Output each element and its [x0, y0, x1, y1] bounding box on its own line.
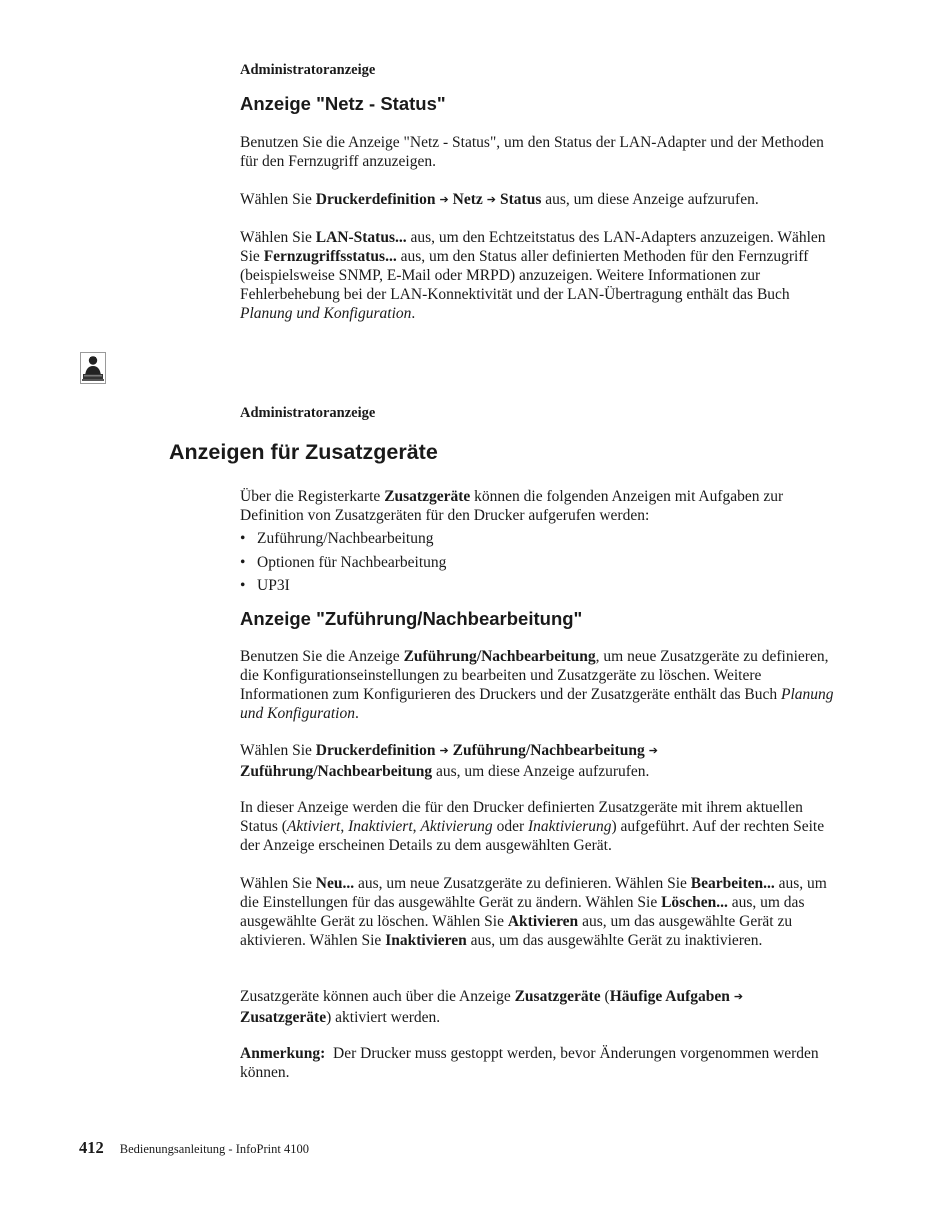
- page-number: 412: [79, 1138, 104, 1157]
- section-heading-zufuehrung: Anzeige "Zuführung/Nachbearbeitung": [240, 608, 583, 629]
- paragraph-menu-path: Wählen Sie Druckerdefinition ➔ Zuführung/Nachbearbeitung ➔ Zuführung/Nachbearbeitung aus, um diese Anzeige aufzurufen.: [240, 741, 840, 781]
- section-heading-zusatzgeraete: Anzeigen für Zusatzgeräte: [169, 440, 438, 464]
- paragraph: Wählen Sie Neu... aus, um neue Zusatzgeräte zu definieren. Wählen Sie Bearbeiten... aus, um die Einstellungen für das ausgewählte Gerät zu ändern. Wählen Sie Löschen... aus, um das ausgewählte Gerät zu löschen. Wählen Sie Aktivieren aus, um das ausgewählte Gerät zu aktivieren. Wählen Sie Inaktivieren aus, um das ausgewählte Gerät zu inaktivieren.: [240, 875, 827, 949]
- menu-path-item: Status: [500, 191, 542, 208]
- paragraph: Wählen Sie LAN-Status... aus, um den Echtzeitstatus des LAN-Adapters anzuzeigen. Wählen Sie Fernzugriffsstatus... aus, um den Status aller definierten Methoden für den Fernzugriff (beispielsweise SNMP, E-Mail oder MRPD) anzuzeigen. Weitere Informationen zur Fehlerbehebung bei der LAN-Konnektivität und der LAN-Übertragung enthält das Buch Planung und Konfiguration.: [240, 229, 826, 322]
- list-item: • Optionen für Nachbearbeitung: [240, 553, 840, 577]
- book-title-footer: Bedienungsanleitung - InfoPrint 4100: [119, 1142, 309, 1156]
- list-item: • UP3I: [240, 576, 840, 600]
- paragraph: Über die Registerkarte Zusatzgeräte können die folgenden Anzeigen mit Aufgaben zur Definition von Zusatzgeräten für den Drucker aufgerufen werden:: [240, 488, 784, 524]
- admin-label: Administratoranzeige: [240, 62, 376, 78]
- paragraph: Benutzen Sie die Anzeige Zuführung/Nachbearbeitung, um neue Zusatzgeräte zu definieren, die Konfigurationseinstellungen zu bearbeiten und Zusatzgeräte zu löschen. Weitere Informationen zum Konfigurieren des Druckers und der Zusatzgeräte enthält das Buch Planung und Konfiguration.: [240, 648, 834, 722]
- note-label: Anmerkung:: [240, 1045, 326, 1062]
- book-title: Planung und Konfiguration: [240, 305, 412, 322]
- arrow-right-icon: ➔: [648, 745, 658, 757]
- menu-path-item: Netz: [452, 191, 483, 208]
- menu-path-item: Zuführung/Nachbearbeitung: [452, 742, 645, 759]
- book-title: Planung und Konfiguration: [240, 686, 834, 722]
- menu-path-item: Druckerdefinition: [315, 191, 436, 208]
- list-item: • Zuführung/Nachbearbeitung: [240, 529, 840, 553]
- admin-label: Administratoranzeige: [240, 405, 376, 421]
- menu-path-item: Druckerdefinition: [315, 742, 436, 759]
- paragraph: Benutzen Sie die Anzeige "Netz - Status", um den Status der LAN-Adapter und der Methoden für den Fernzugriff anzuzeigen.: [240, 134, 824, 170]
- menu-path-item: Zuführung/Nachbearbeitung: [240, 763, 433, 780]
- paragraph: In dieser Anzeige werden die für den Drucker definierten Zusatzgeräte mit ihrem aktuellen Status (Aktiviert, Inaktiviert, Aktivierung oder Inaktivierung) aufgeführt. Auf der rechten Seite der Anzeige erscheinen Details zu dem ausgewählten Gerät.: [240, 799, 825, 854]
- bullet-list: [240, 529, 840, 600]
- note-text: Der Drucker muss gestoppt werden, bevor Änderungen vorgenommen werden können.: [240, 1045, 819, 1081]
- arrow-right-icon: ➔: [486, 194, 497, 206]
- page-footer: [79, 1138, 309, 1158]
- administrator-icon: [80, 352, 106, 384]
- arrow-right-icon: ➔: [733, 991, 744, 1003]
- arrow-right-icon: ➔: [439, 745, 449, 757]
- paragraph: Zusatzgeräte können auch über die Anzeige Zusatzgeräte (Häufige Aufgaben ➔ Zusatzgeräte) aktiviert werden.: [240, 987, 840, 1027]
- section-heading-netz-status: Anzeige "Netz - Status": [240, 93, 446, 114]
- paragraph-menu-path: Wählen Sie Druckerdefinition ➔ Netz ➔ Status aus, um diese Anzeige aufzurufen.: [240, 191, 759, 208]
- arrow-right-icon: ➔: [439, 194, 449, 206]
- note: [240, 1044, 840, 1082]
